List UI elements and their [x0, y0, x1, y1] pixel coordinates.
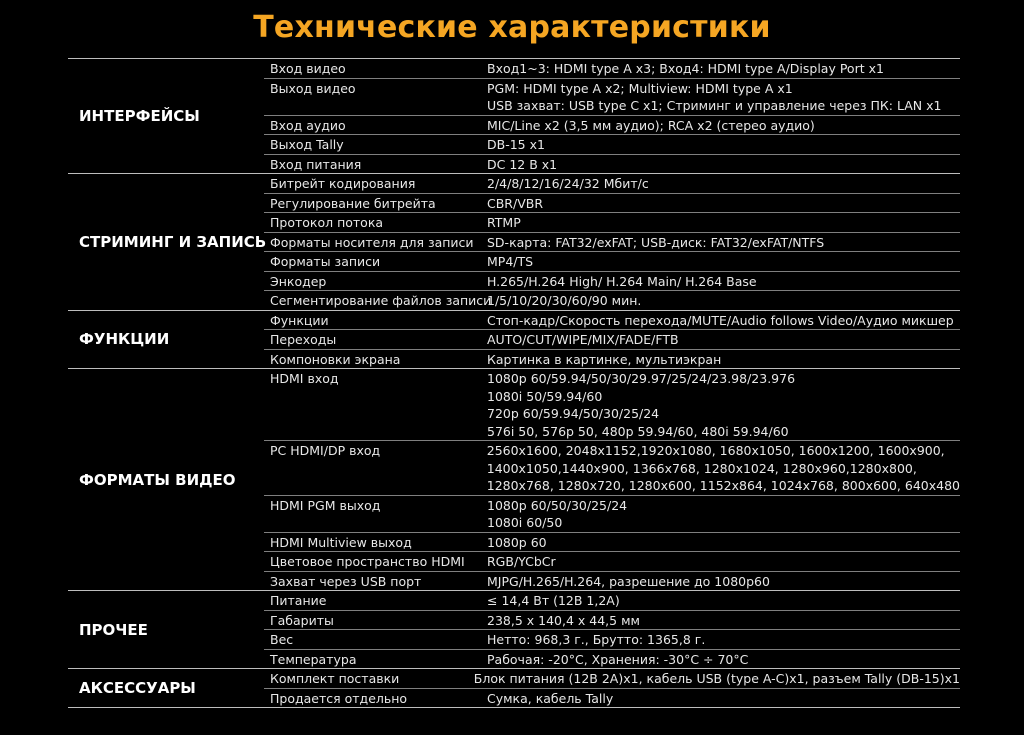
param-name: Компоновки экрана	[270, 351, 401, 367]
param-value-line: 2560x1600, 2048x1152,1920x1080, 1680x1050, 1600x1200, 1600x900,	[486, 443, 945, 458]
param-value-line: MIC/Line x2 (3,5 мм аудио); RCA x2 (стерео аудио)	[487, 117, 815, 133]
param-name: Захват через USB порт	[270, 573, 422, 589]
param-value-line: AUTO/CUT/WIPE/MIX/FADE/FTB	[487, 332, 679, 347]
param-value-line: DB-15 x1	[487, 137, 545, 152]
param-value	[487, 272, 960, 291]
param-value-line: 1400x1050,1440x900, 1366x768, 1280x1024, 1280x960,1280x800,	[486, 460, 917, 476]
param-value-line: Картинка в картинке, мультиэкран	[487, 351, 722, 367]
spec-row	[264, 571, 960, 591]
spec-row	[264, 271, 960, 291]
param-value	[487, 79, 960, 115]
param-value	[487, 441, 960, 495]
param-name: Температура	[270, 651, 357, 667]
param-value	[487, 572, 960, 591]
param-value	[487, 291, 960, 310]
param-value	[487, 591, 960, 610]
param-value-line: 1080p 60/50/30/25/24	[487, 497, 628, 513]
spec-row	[264, 629, 960, 649]
param-value-line: SD-карта: FAT32/exFAT; USB-диск: FAT32/exFAT/NTFS	[487, 234, 825, 250]
spec-row	[264, 349, 960, 369]
spec-section	[68, 590, 960, 668]
param-value-line: Нетто: 968,3 г., Брутто: 1365,8 г.	[487, 632, 706, 647]
param-value-line: Стоп-кадр/Скорость перехода/MUTE/Audio follows Video/Аудио микшер	[487, 312, 954, 328]
spec-row	[264, 669, 960, 688]
param-value	[487, 59, 960, 78]
param-value-line: MJPG/H.265/H.264, разрешение до 1080p60	[487, 573, 770, 589]
param-value	[487, 116, 960, 135]
param-name: PC HDMI/DP вход	[270, 443, 381, 458]
param-value-line: PGM: HDMI type A x2; Multiview: HDMI type A x1	[487, 80, 793, 96]
param-value-line: Вход1~3: HDMI type A x3; Вход4: HDMI type A/Display Port x1	[487, 61, 884, 76]
param-value-line: 1/5/10/20/30/60/90 мин.	[487, 293, 642, 308]
param-value-line: 2/4/8/12/16/24/32 Мбит/с	[487, 176, 649, 191]
param-value	[487, 252, 960, 271]
param-value-line: RGB/YCbCr	[487, 554, 556, 569]
spec-row	[264, 649, 960, 669]
param-value	[487, 174, 960, 193]
param-value-line: Сумка, кабель Tally	[487, 690, 614, 706]
spec-row	[264, 115, 960, 135]
param-name: Функции	[270, 312, 329, 328]
spec-row	[264, 311, 960, 330]
param-value-line: CBR/VBR	[487, 195, 544, 211]
param-name: Переходы	[270, 332, 337, 347]
param-value-line: ≤ 14,4 Вт (12В 1,2А)	[487, 593, 620, 608]
param-name: Сегментирование файлов записи	[270, 293, 492, 308]
param-value-line: 1080i 60/50	[487, 515, 563, 530]
param-name: Продается отдельно	[270, 690, 408, 706]
param-value-line: USB захват: USB type C x1; Стриминг и управление через ПК: LAN x1	[487, 98, 942, 113]
param-value-line: 1080p 60/59.94/50/30/29.97/25/24/23.98/23.976	[487, 371, 796, 386]
spec-section	[68, 173, 960, 310]
param-value	[487, 496, 960, 532]
param-value	[487, 689, 960, 708]
param-name: Питание	[270, 593, 327, 608]
spec-row	[264, 369, 960, 440]
param-value-line: 238,5 х 140,4 х 44,5 мм	[487, 612, 640, 628]
param-value	[487, 611, 960, 630]
spec-section	[68, 368, 960, 590]
param-value	[487, 330, 960, 349]
param-value-line: H.265/H.264 High/ H.264 Main/ H.264 Base	[487, 273, 757, 289]
param-value	[487, 350, 960, 369]
spec-row	[264, 251, 960, 271]
param-name: Комплект поставки	[270, 671, 400, 686]
param-value	[487, 135, 960, 154]
param-value	[487, 630, 960, 649]
spec-row	[264, 174, 960, 193]
param-value-line: DC 12 В x1	[487, 156, 558, 172]
spec-row	[264, 591, 960, 610]
spec-row	[264, 78, 960, 115]
param-name: Вход видео	[270, 61, 346, 76]
param-value	[487, 155, 960, 174]
param-name: Битрейт кодирования	[270, 176, 416, 191]
spec-row	[264, 688, 960, 708]
param-value	[487, 369, 960, 440]
param-value-line: 1080p 60	[487, 534, 547, 550]
spec-row	[264, 154, 960, 174]
param-value	[487, 552, 960, 571]
spec-row	[264, 329, 960, 349]
param-value-line: Блок питания (12В 2А)x1, кабель USB (type A-C)x1, разъем Tally (DB-15)x1	[473, 671, 960, 686]
section-label: ИНТЕРФЕЙСЫ	[79, 107, 200, 125]
spec-section	[68, 310, 960, 369]
param-value-line: 576i 50, 576p 50, 480p 59.94/60, 480i 59.94/60	[487, 423, 789, 439]
param-name: Габариты	[270, 612, 334, 628]
param-value	[487, 233, 960, 252]
param-name: Протокол потока	[270, 215, 384, 230]
param-value-line: Рабочая: -20°C, Хранения: -30°C ÷ 70°C	[487, 651, 749, 667]
param-name: Вход питания	[270, 156, 362, 172]
param-name: Цветовое пространство HDMI	[270, 554, 465, 569]
param-value-line: 720p 60/59.94/50/30/25/24	[487, 406, 660, 421]
param-value	[487, 213, 960, 232]
spec-row	[264, 551, 960, 571]
section-label: ФОРМАТЫ ВИДЕО	[79, 470, 236, 489]
param-value-line: MP4/TS	[487, 254, 534, 269]
param-value-line: 1280x768, 1280x720, 1280x600, 1152x864, 1024x768, 800x600, 640x480	[486, 478, 960, 493]
param-value	[487, 533, 960, 552]
param-name: Выход Tally	[270, 137, 344, 152]
page-title: Технические характеристики	[253, 10, 771, 45]
spec-section	[68, 58, 960, 173]
param-value	[487, 650, 960, 669]
param-name: Форматы носителя для записи	[270, 234, 474, 250]
param-value	[487, 194, 960, 213]
param-name: Энкодер	[270, 273, 327, 289]
param-name: Вес	[270, 632, 294, 647]
section-label: СТРИМИНГ И ЗАПИСЬ	[79, 232, 267, 251]
section-label: ПРОЧЕЕ	[79, 620, 148, 639]
param-name: Форматы записи	[270, 254, 381, 269]
section-label: ФУНКЦИИ	[79, 330, 170, 349]
param-name: Вход аудио	[270, 117, 346, 133]
spec-row	[264, 290, 960, 310]
spec-row	[264, 134, 960, 154]
param-value-line: RTMP	[487, 215, 521, 230]
param-name: HDMI PGM выход	[270, 497, 381, 513]
param-value-line: 1080i 50/59.94/60	[487, 388, 603, 404]
param-value	[487, 311, 960, 330]
spec-row	[264, 59, 960, 78]
param-name: Регулирование битрейта	[270, 195, 436, 211]
spec-row	[264, 232, 960, 252]
spec-row	[264, 495, 960, 532]
param-name: Выход видео	[270, 80, 356, 96]
param-name: HDMI Multiview выход	[270, 534, 412, 550]
param-value	[474, 669, 960, 688]
spec-table	[68, 58, 960, 708]
param-name: HDMI вход	[270, 371, 339, 386]
spec-row	[264, 440, 960, 495]
spec-row	[264, 193, 960, 213]
spec-section	[68, 668, 960, 708]
section-label: АКСЕССУАРЫ	[79, 679, 196, 697]
spec-row	[264, 532, 960, 552]
spec-row	[264, 610, 960, 630]
spec-row	[264, 212, 960, 232]
